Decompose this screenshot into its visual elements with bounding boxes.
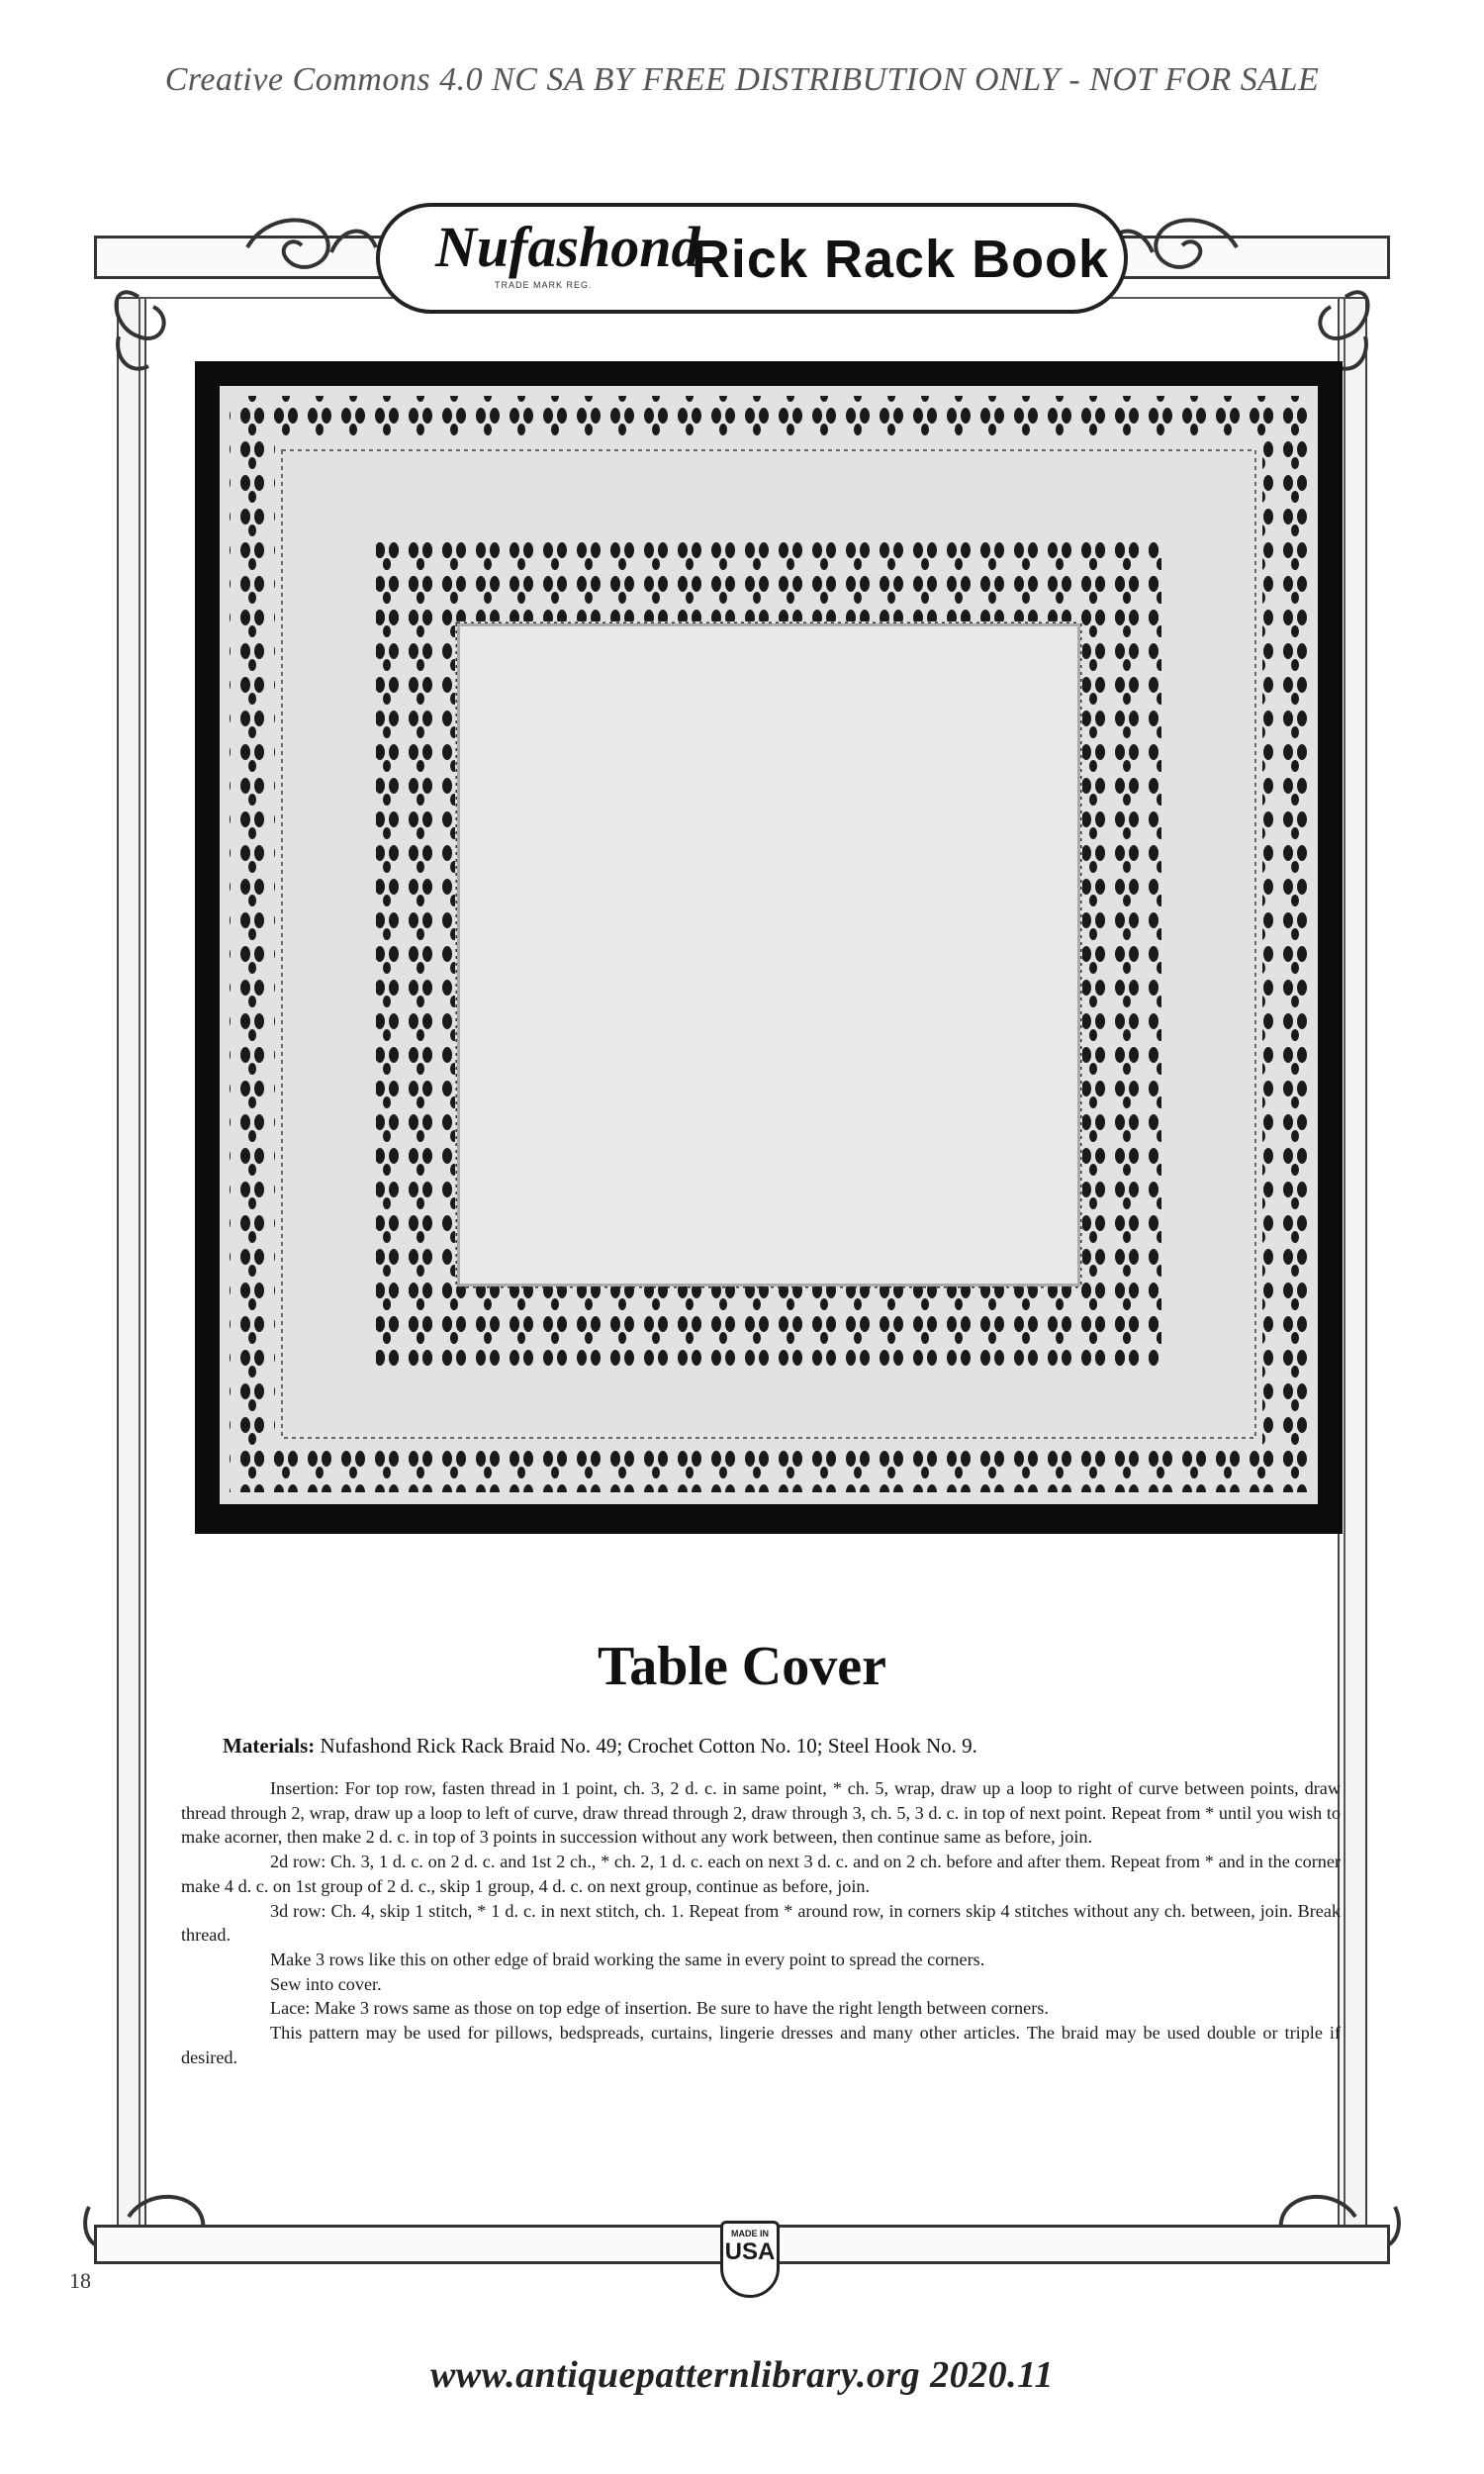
page-number: 18 (69, 2268, 91, 2293)
instruction-paragraph: This pattern may be used for pillows, bedspreads, curtains, lingerie dresses and many other articles. The braid may be used double or triple if desired. (181, 2023, 1341, 2067)
materials-text: Nufashond Rick Rack Braid No. 49; Crochet Cotton No. 10; Steel Hook No. 9. (320, 1734, 977, 1758)
instructions-body (181, 1776, 1341, 2069)
instruction-paragraph: Insertion: For top row, fasten thread in 1 point, ch. 3, 2 d. c. in same point, * ch. 5, wrap, draw up a loop to right of curve between points, draw thread through 2, wrap, draw up a loop to left of curve, draw thread through 2, draw through 3, ch. 5, 3 d. c. in top of next point. Repeat from * until you wish to make acorner, then make 2 d. c. in top of 3 points in succession without any work between, then continue same as before, join. (181, 1778, 1341, 1848)
materials-label: Materials: (223, 1734, 316, 1758)
badge-top-text: MADE IN (731, 2229, 769, 2238)
made-in-usa-badge (720, 2221, 780, 2298)
article-title: Table Cover (598, 1636, 886, 1697)
instruction-paragraph: 3d row: Ch. 4, skip 1 stitch, * 1 d. c. in next stitch, ch. 1. Repeat from * around row, in corners skip 4 stitches without any ch. between, join. Break thread. (181, 1900, 1341, 1946)
center-linen-panel (457, 623, 1080, 1286)
instruction-paragraph: Lace: Make 3 rows same as those on top edge of insertion. Be sure to have the right length between corners. (270, 1998, 1049, 2019)
book-title: Rick Rack Book (691, 230, 1110, 289)
materials-line (223, 1734, 1350, 1759)
instruction-paragraph: Sew into cover. (270, 1973, 382, 1994)
instruction-paragraph: Make 3 rows like this on other edge of braid working the same in every point to spread the corners. (270, 1949, 985, 1969)
instruction-paragraph: 2d row: Ch. 3, 1 d. c. on 2 d. c. and 1st 2 ch., * ch. 2, 1 d. c. each on next 3 d. c. and on 2 ch. before and after them. Repeat from * and in the corner make 4 d. c. on 1st group of 2 d. c., skip 1 group, 4 d. c. on next group, continue as before, join. (181, 1852, 1341, 1896)
brand-logo: Nufashond (435, 215, 700, 279)
trademark-label: TRADE MARK REG. (495, 280, 593, 290)
badge-main-text: USA (724, 2238, 776, 2265)
source-url: www.antiquepatternlibrary.org 2020.11 (429, 2354, 1055, 2396)
license-banner: Creative Commons 4.0 NC SA BY FREE DISTRIBUTION ONLY - NOT FOR SALE (164, 61, 1320, 98)
